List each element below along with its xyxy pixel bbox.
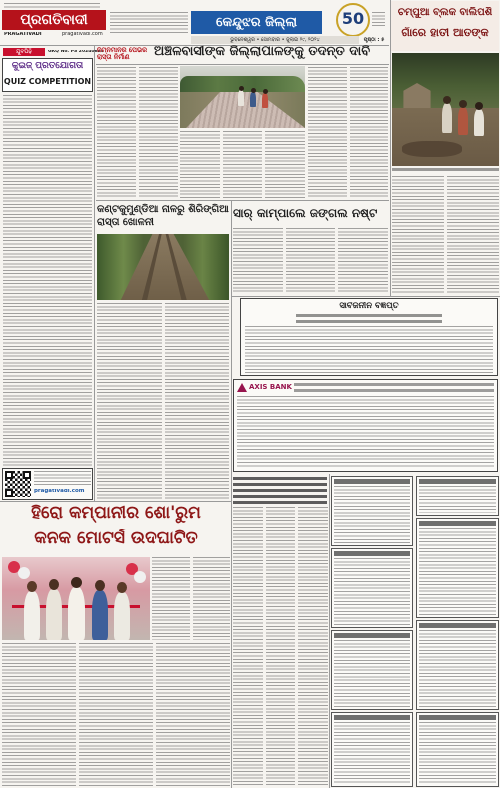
showroom-headline-line2: କନକ ମୋଟର୍ସ ଉଦଘାଟିତ (34, 529, 198, 548)
lead-story-body-center (180, 131, 305, 198)
photo-person-head (49, 579, 59, 590)
paver-road-photo (180, 66, 305, 128)
section-rule (0, 501, 231, 502)
text-column (2, 643, 76, 786)
tender-notice-body (334, 558, 410, 625)
quiz-section-tag: ଯୁବପିଢ଼ି (3, 48, 45, 56)
tender-notice (416, 712, 499, 787)
tender-notice-body (419, 630, 496, 707)
tender-notice-body (419, 722, 496, 784)
qr-box-text (34, 471, 91, 486)
showroom-story-body-side (152, 557, 230, 640)
photo-person (92, 590, 108, 640)
top-right-headline-line2: ଗାଁରେ ହାତୀ ଆତଙ୍କ (401, 27, 489, 39)
photo-person-head (239, 86, 244, 91)
masthead-tagline (4, 3, 100, 9)
masthead-info-text (110, 12, 188, 34)
photo-debris (402, 141, 462, 157)
tender-notice-header (334, 715, 410, 720)
tender-notice-body (419, 486, 496, 513)
quiz-reference-number: GKQ No. PS 20240624 (48, 50, 104, 54)
tender-notice-header (419, 479, 496, 484)
elephant-story-body (392, 176, 499, 294)
text-column (180, 131, 220, 198)
tender-notice-header (419, 715, 496, 720)
photo-person (46, 589, 62, 640)
top-right-story-header (391, 1, 499, 51)
tender-notice-body (334, 486, 410, 543)
text-column (308, 67, 347, 198)
elephant-photo-caption (392, 168, 499, 173)
photo-person-head (459, 100, 467, 108)
axis-bank-advert (233, 379, 498, 472)
tender-notice-header (419, 623, 496, 628)
public-notice-box (240, 298, 498, 376)
edition-banner: କେନ୍ଦୁଝର ଜିଲ୍ଲା (191, 11, 322, 34)
text-column (156, 643, 230, 786)
left-column-rule (94, 46, 95, 501)
village-elephant-photo (392, 53, 499, 166)
photo-person-head (443, 96, 451, 104)
quiz-title-english: QUIZ COMPETITION (3, 78, 92, 86)
photo-person (68, 587, 85, 640)
photo-person (474, 109, 484, 136)
showroom-story-body (2, 643, 230, 786)
muddy-road-photo (97, 234, 229, 300)
bottom-middle-rule (231, 474, 232, 788)
masthead-logo: ପ୍ରଗତିବାଦୀ (2, 10, 106, 30)
quiz-footer-website: pragativadi.com (34, 489, 85, 494)
right-column-rule (390, 0, 391, 296)
lead-story-body-right (308, 67, 388, 198)
tender-notice (416, 476, 499, 516)
text-column (350, 67, 389, 198)
photo-person (458, 107, 468, 135)
top-right-headline-line1: ଚମ୍ପୁଆ ବ୍ଲକ ବାଲିପଶି (397, 7, 493, 18)
photo-person (442, 103, 452, 133)
dateline: ଭୁବନେଶ୍ୱର • ସୋମବାର • ଜୁଲାଇ ୨୯, ୨୦୨୪ (191, 36, 359, 44)
quiz-banner (2, 58, 93, 92)
text-column (97, 303, 162, 499)
lead-story-rule (96, 64, 389, 65)
page-number: ପୃଷ୍ଠା : ୫ (363, 37, 385, 43)
qr-finder (5, 471, 13, 479)
qr-finder (5, 489, 13, 497)
text-column (233, 507, 263, 786)
quiz-qr-box (2, 468, 93, 500)
photo-person-head (95, 580, 105, 591)
photo-person-head (71, 577, 82, 588)
tender-notice-body (419, 528, 496, 615)
masthead-website: pragativadi.com (62, 32, 103, 37)
photo-person-head (263, 89, 268, 94)
photo-person (114, 592, 130, 640)
tender-notice (331, 630, 413, 710)
text-column (139, 67, 178, 198)
tender-notices-column-b (416, 476, 499, 787)
tender-notice-header (334, 633, 410, 638)
photo-person-head (475, 102, 483, 110)
qr-finder (23, 471, 31, 479)
text-column (165, 303, 230, 499)
forest-story-headline: ସାର୍ କାମ୍ପାଲେ ଜଙ୍ଗଲ ନଷ୍ଟ (233, 207, 378, 220)
showroom-inauguration-photo (2, 557, 150, 640)
road-story-headline: କଣ୍ଟକୁମୁଣ୍ଡିଆ ନାଳରୁ ଶିରିଙ୍ଗିଆ ରାସ୍ତା ଖୋଳନୀ (97, 204, 229, 228)
tender-notice (416, 620, 499, 710)
photo-person (250, 92, 256, 107)
bottom-middle-story-body (233, 507, 328, 786)
tender-notice (331, 712, 413, 787)
quiz-questions (3, 95, 92, 466)
text-column (266, 507, 296, 786)
tender-notices-column-a (331, 476, 413, 787)
text-column (298, 507, 328, 786)
text-column (233, 228, 283, 294)
tender-notice-body (334, 640, 410, 707)
forest-story-body (233, 228, 388, 294)
public-notice-title: ସାର୍ବଜନୀନ ବିଜ୍ଞପ୍ତି (339, 302, 399, 311)
text-column (79, 643, 153, 786)
photo-balloon (18, 567, 30, 579)
tender-notice (331, 476, 413, 546)
photo-person (238, 90, 244, 106)
road-story-body (97, 303, 229, 499)
text-column (193, 557, 231, 640)
text-column (223, 131, 263, 198)
section-rule (96, 200, 389, 201)
photo-person-head (251, 88, 256, 93)
middle-column-rule (231, 201, 232, 501)
text-column (447, 176, 499, 294)
tender-column-rule (329, 474, 330, 788)
anniversary-logo (326, 2, 386, 40)
tender-notice-header (334, 479, 410, 484)
axis-ad-body (237, 396, 494, 468)
tender-notice-body (334, 722, 410, 784)
text-column (97, 67, 136, 198)
photo-person (262, 93, 268, 108)
bottom-middle-headline (233, 477, 327, 504)
public-notice-body (245, 326, 493, 373)
quiz-title-odia: କୁଇଜ୍ ପ୍ରତିଯୋଗିତା (11, 62, 84, 71)
text-column (338, 228, 388, 294)
axis-bank-brand: AXIS BANK (249, 384, 292, 391)
showroom-headline-line1: ହିରୋ କମ୍ପାନୀର ଶୋ'ରୁମ (31, 504, 201, 523)
tender-notice-header (334, 551, 410, 556)
axis-ad-header (294, 383, 494, 392)
tender-notice (416, 518, 499, 618)
anniversary-caption (372, 12, 385, 28)
photo-person-head (27, 581, 37, 592)
text-column (392, 176, 444, 294)
photo-person-head (117, 582, 127, 593)
anniversary-number: 50 (341, 10, 365, 28)
qr-code (5, 471, 31, 497)
public-notice-subtitle (296, 314, 442, 323)
text-column (265, 131, 305, 198)
lead-story-headline: ଅଞ୍ଚଳବାସୀଙ୍କ ଜିଲ୍ଲାପାଳଙ୍କୁ ତଦନ୍ତ ଦାବି (154, 45, 371, 59)
section-rule (232, 296, 500, 297)
photo-balloon (134, 571, 146, 583)
lead-story-body-left (97, 67, 178, 198)
text-column (286, 228, 336, 294)
tender-notice (331, 548, 413, 628)
lead-story-kicker: ନିମ୍ନମାନର ପେଭର ରାସ୍ତା ନିର୍ମାଣ (97, 47, 147, 62)
tender-notice-header (419, 521, 496, 526)
photo-person (24, 591, 40, 640)
masthead-logo-english: PRAGATIVADI (4, 32, 42, 37)
axis-logo-icon (237, 383, 247, 392)
text-column (152, 557, 190, 640)
